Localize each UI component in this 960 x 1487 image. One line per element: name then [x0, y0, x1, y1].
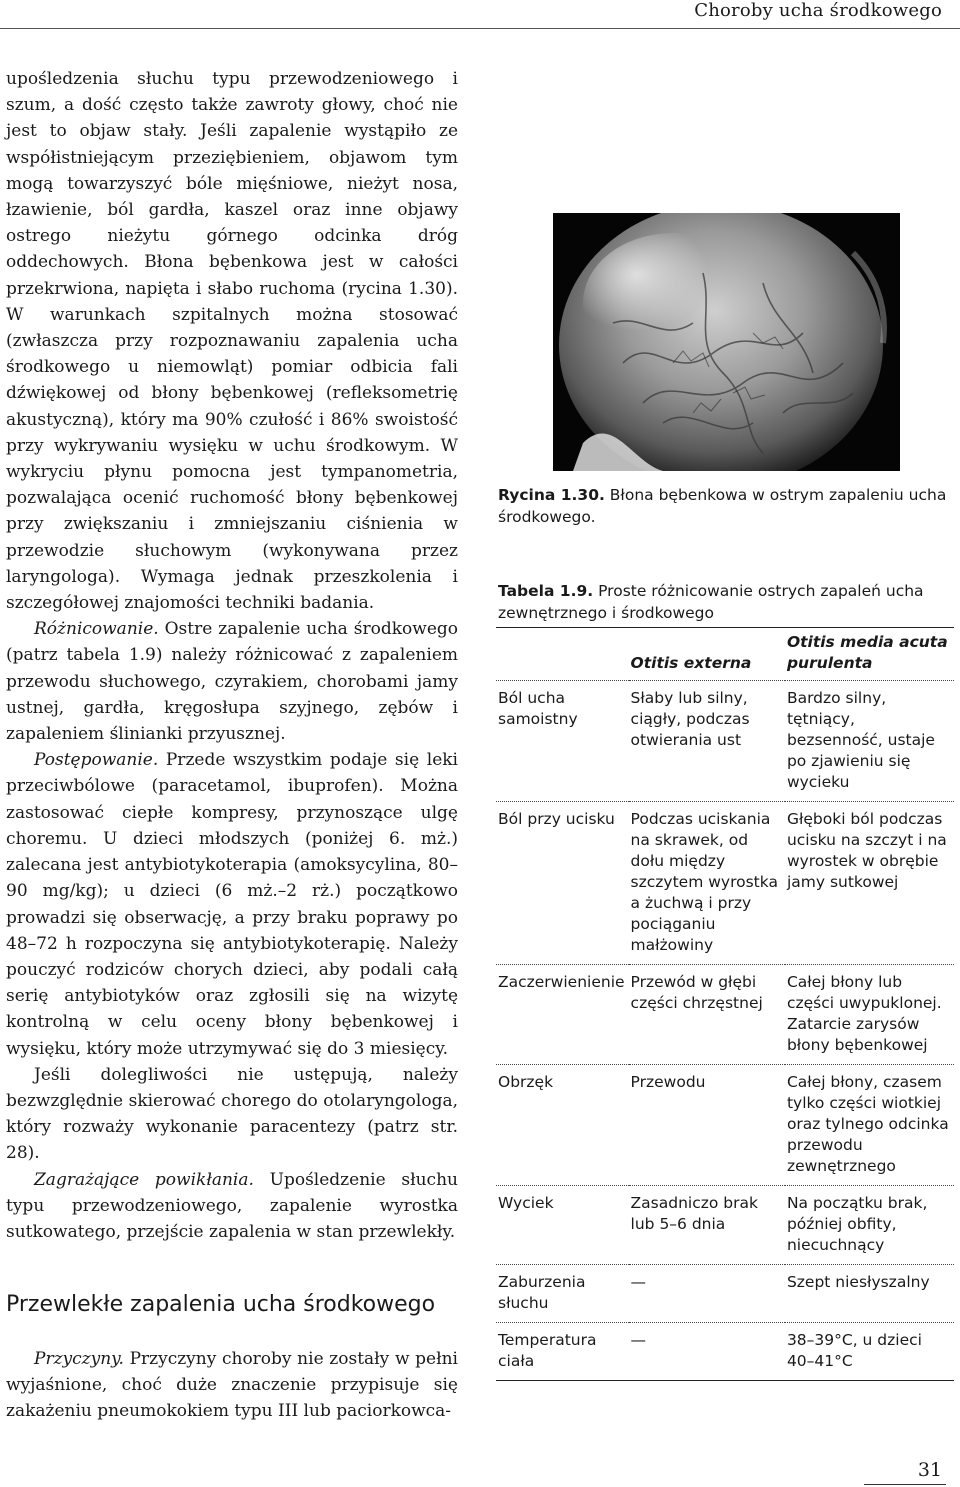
table-label: Tabela 1.9.: [498, 582, 594, 600]
table-cell-symptom: Temperatura ciała: [496, 1323, 629, 1381]
table-cell-media: Głęboki ból podczas ucisku na szczyt i na wyrostek w obrębie jamy sutkowej: [785, 802, 954, 965]
paragraph-text: upośledzenia słuchu typu przewodzeniowego i szum, a dość często także zawroty głowy, choć nie jest to objaw stały. Jeśli zapalenie wystąpiło ze współistniejącym przeziębieniem, objawom tym mogą towarzyszyć bóle mięśniowe, nieżyt nosa, łzawienie, ból gardła, kaszel oraz inne objawy ostrego nieżytu górnego odcinka dróg oddechowych. Błona bębenkowa jest w całości przekrwiona, napięta i słabo ruchoma (rycina 1.30). W warunkach szpitalnych można stosować (zwłaszcza przy rozpoznawaniu zapalenia ucha środkowego u niemowląt) pomiar odbicia fali dźwiękowej od błony bębenkowej (refleksometrię akustyczną), który ma 90% czułość i 86% swoistość przy wykrywaniu wysięku w uchu środkowym. W wykryciu płynu pomocna jest tympanometria, pozwalająca ocenić ruchomość błony bębenkowej przy zwiększaniu i zmniejszaniu ciśnienia w przewodzie słuchowym (wykonywana przez laryngologa). Wymaga jednak przeszkolenia i szczegółowej znajomości techniki badania.: [6, 69, 458, 614]
table-cell-symptom: Zaburzenia słuchu: [496, 1265, 629, 1323]
table-title-text: Proste różnicowanie ostrych zapaleń ucha zewnętrznego i środkowego: [498, 582, 924, 622]
otoscopy-image: [553, 213, 900, 471]
main-text-column: [6, 66, 458, 1245]
paragraph-complications: [6, 1167, 458, 1246]
paragraph-differential: [6, 616, 458, 747]
paragraph-referral: [6, 1062, 458, 1167]
table-row: [496, 1323, 954, 1381]
table-cell-media: Całej błony lub części uwypuklonej. Zatarcie zarysów błony bębenkowej: [785, 965, 954, 1065]
table-header-cell: [496, 628, 629, 681]
table-cell-symptom: Zaczerwienienie: [496, 965, 629, 1065]
table-cell-externa: Przewodu: [629, 1065, 785, 1186]
table-row: [496, 802, 954, 965]
paragraph-lead: Postępowanie.: [34, 750, 159, 771]
paragraph-lead: Różnicowanie.: [34, 619, 159, 640]
table-cell-externa: Podczas uciskania na skrawek, od dołu między szczytem wyrostka a żuchwą i przy pociąganiu małżowiny: [629, 802, 785, 965]
differential-table: [496, 627, 954, 1381]
table-cell-externa: —: [629, 1265, 785, 1323]
table-header-row: [496, 628, 954, 681]
tympanic-membrane-photo: [553, 213, 900, 471]
table-cell-externa: Przewód w głębi części chrzęstnej: [629, 965, 785, 1065]
figure-label: Rycina 1.30.: [498, 486, 605, 504]
table-cell-symptom: Obrzęk: [496, 1065, 629, 1186]
table-cell-symptom: Wyciek: [496, 1186, 629, 1265]
table-row: [496, 1265, 954, 1323]
paragraph-lead: Zagrażające powikłania.: [34, 1169, 254, 1190]
table-cell-symptom: Ból ucha samoistny: [496, 681, 629, 802]
table-cell-externa: Zasadniczo brak lub 5–6 dnia: [629, 1186, 785, 1265]
table-cell-media: 38–39°C, u dzieci 40–41°C: [785, 1323, 954, 1381]
figure-caption-text: Błona bębenkowa w ostrym zapaleniu ucha środkowego.: [498, 486, 947, 526]
table-row: [496, 1186, 954, 1265]
header-rule: [0, 28, 960, 29]
table-row: [496, 965, 954, 1065]
table-cell-externa: —: [629, 1323, 785, 1381]
table-cell-media: Na początku brak, później obfity, niecuchnący: [785, 1186, 954, 1265]
paragraph-text: Jeśli dolegliwości nie ustępują, należy bezwzględnie skierować chorego do otolaryngologa, który rozważy wykonanie paracentezy (patrz str. 28).: [6, 1064, 458, 1164]
table-cell-media: Całej błony, czasem tylko części wiotkiej oraz tylnego odcinka przewodu zewnętrznego: [785, 1065, 954, 1186]
table-cell-media: Szept niesłyszalny: [785, 1265, 954, 1323]
table-cell-externa: Słaby lub silny, ciągły, podczas otwierania ust: [629, 681, 785, 802]
table-cell-symptom: Ból przy ucisku: [496, 802, 629, 965]
page-number: 31: [917, 1459, 942, 1481]
table-cell-media: Bardzo silny, tętniący, bezsenność, ustaje po zjawieniu się wycieku: [785, 681, 954, 802]
paragraph-intro: [6, 66, 458, 616]
section-heading: Przewlekłe zapalenia ucha środkowego: [6, 1292, 436, 1317]
paragraph-treatment: [6, 747, 458, 1061]
table-row: [496, 681, 954, 802]
table-title: [498, 580, 956, 624]
paragraph-text: Przyczyny choroby nie zostały w pełni wyjaśnione, choć duże znaczenie przypisuje się zakażeniu pneumokokiem typu III lub paciorkowca-: [6, 1349, 458, 1422]
running-title: Choroby ucha środkowego: [694, 0, 942, 21]
table-header-cell: Otitis externa: [629, 628, 785, 681]
paragraph-causes: [6, 1346, 458, 1425]
paragraph-text: Upośledzenie słuchu typu przewodzeniowego, zapalenie wyrostka sutkowatego, przejście zapalenia w stan przewlekły.: [6, 1169, 458, 1242]
table-header-cell: Otitis media acuta purulenta: [785, 628, 954, 681]
paragraph-text: Ostre zapalenie ucha środkowego (patrz tabela 1.9) należy różnicować z zapaleniem przewodu słuchowego, czyrakiem, chorobami jamy ustnej, gardła, kręgosłupa szyjnego, zębów i zapaleniem ślinianki przyusznej.: [6, 619, 458, 745]
figure-caption: [498, 484, 956, 528]
table-row: [496, 1065, 954, 1186]
paragraph-text: Przede wszystkim podaje się leki przeciwbólowe (paracetamol, ibuprofen). Można zastosować ciepłe kompresy, przynoszące ulgę choremu. U dzieci młodszych (poniżej 6. mż.) zalecana jest antybiotykoterapia (amoksycylina, 80–90 mg/kg); u dzieci (6 mż.–2 rż.) początkowo prowadzi się obserwację, a przy braku poprawy po 48–72 h rozpoczyna się antybiotykoterapię. Należy pouczyć rodziców chorych dzieci, aby podali całą serię antybiotyków oraz zgłosili się na wizytę kontrolną w celu oceny błony bębenkowej i wysięku, który może utrzymywać się do 3 miesięcy.: [6, 750, 458, 1059]
paragraph-lead: Przyczyny.: [34, 1349, 124, 1369]
page-number-rule: [864, 1484, 946, 1485]
section-text-column: [6, 1346, 458, 1425]
